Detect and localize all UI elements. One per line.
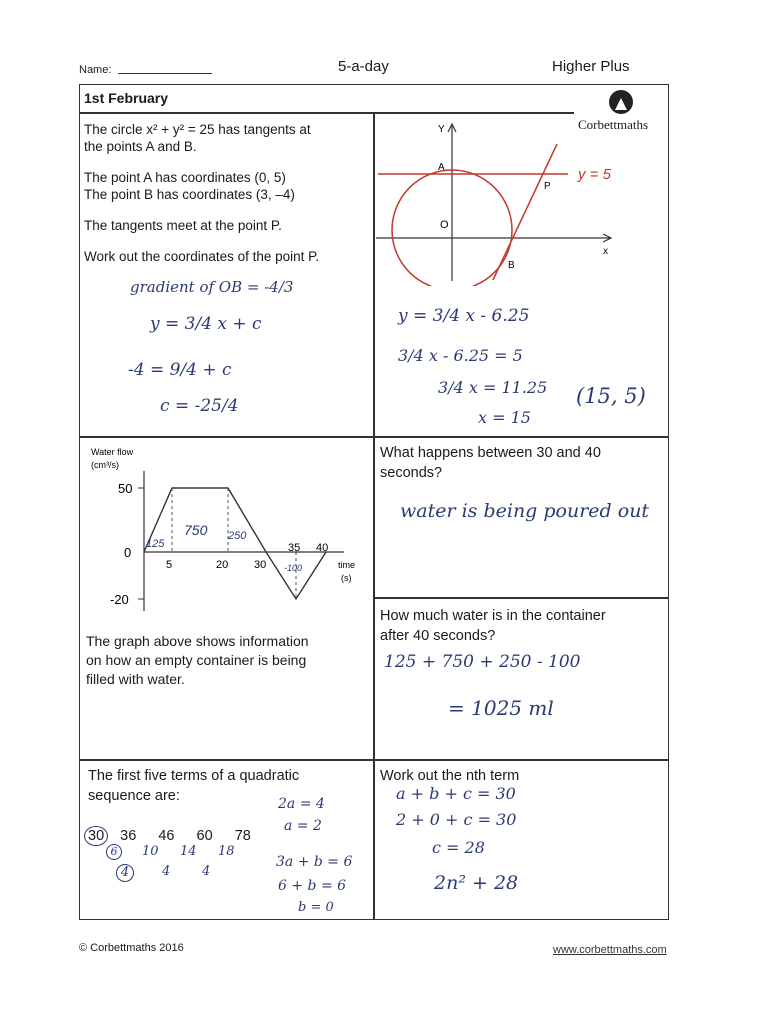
q4-text: How much water is in the container after 40 seconds?: [380, 608, 606, 644]
x-label-unit: (s): [341, 573, 352, 583]
x-tick-30: 30: [254, 559, 267, 571]
worksheet-title: 5-a-day: [338, 58, 389, 75]
graph-ylabel: Water flow: [91, 447, 134, 457]
q1-work-5: y = 3/4 x - 6.25: [398, 306, 530, 326]
q5-work-3: 3a + b = 6: [276, 854, 353, 870]
corbettmaths-logo-icon: [604, 88, 638, 116]
q5-work-5: b = 0: [298, 900, 334, 915]
x-tick-35: 35: [288, 542, 301, 554]
q3-answer: water is being poured out: [400, 500, 650, 522]
origin-label: O: [440, 219, 449, 231]
point-p-label: P: [544, 181, 551, 192]
sequence-terms: 30 36 46 60 78: [84, 826, 251, 846]
second-diff-2: 4: [202, 864, 211, 879]
x-tick-20: 20: [216, 559, 229, 571]
point-a-label: A: [438, 162, 445, 173]
q5-text: The first five terms of a quadratic sequence are:: [88, 768, 300, 804]
q5-work-1: 2a = 4: [278, 796, 325, 812]
second-diff-1: 4: [162, 864, 171, 879]
tangent-line-label: y = 5: [578, 166, 611, 183]
q5-work-2: a = 2: [284, 818, 322, 834]
q1-answer: (15, 5): [576, 384, 646, 408]
area-label-3: 250: [228, 530, 247, 542]
q6-work-2: 2 + 0 + c = 30: [396, 810, 517, 829]
area-label-1: 125: [146, 538, 165, 550]
x-label: time: [338, 560, 356, 570]
y-axis-label: Y: [438, 124, 445, 135]
q1-work-7: 3/4 x = 11.25: [438, 378, 548, 397]
q6-work-3: c = 28: [432, 838, 485, 857]
q5-work-4: 6 + b = 6: [278, 878, 347, 894]
q6-work-1: a + b + c = 30: [396, 784, 516, 803]
q4-answer: = 1025 ml: [448, 696, 554, 720]
q1-text: The circle x² + y² = 25 has tangents at the points A and B. The point A has coordinates (0, 5) The point B has coordinates (3, –4) The tangents meet at the point P. Work out the coordinates of the point P.: [84, 122, 320, 264]
point-b-label: B: [508, 260, 515, 271]
q6-answer: 2n² + 28: [434, 872, 519, 894]
y-tick-0: 0: [124, 545, 132, 560]
first-diff-2: 14: [180, 844, 197, 859]
date-label: 1st February: [84, 90, 169, 106]
footer-link[interactable]: www.corbettmaths.com: [553, 944, 667, 956]
y-tick-neg20: -20: [110, 592, 129, 607]
x-tick-40: 40: [316, 542, 329, 554]
first-diff-label: 6: [106, 844, 122, 860]
q6-text: Work out the nth term: [380, 768, 520, 784]
q1-work-6: 3/4 x - 6.25 = 5: [398, 346, 523, 365]
area-label-2: 750: [184, 522, 208, 538]
q2-text: The graph above shows information on how an empty container is being filled with water.: [86, 633, 309, 687]
q1-work-3: -4 = 9/4 + c: [128, 360, 232, 380]
first-diff-1: 10: [142, 844, 159, 859]
q1-work-2: y = 3/4 x + c: [150, 314, 262, 334]
q3-text: What happens between 30 and 40 seconds?: [380, 445, 601, 481]
graph-ylabel-unit: (cm³/s): [91, 460, 119, 470]
q1-work-8: x = 15: [478, 408, 531, 427]
q4-work: 125 + 750 + 250 - 100: [384, 652, 581, 672]
water-flow-graph: [86, 441, 371, 616]
name-label: Name:: [79, 64, 112, 76]
name-field-line[interactable]: [118, 73, 212, 74]
y-tick-50: 50: [118, 481, 133, 496]
q1-work-1: gradient of OB = -4/3: [130, 278, 294, 296]
area-label-4: -100: [284, 563, 303, 573]
footer-copyright: © Corbettmaths 2016: [79, 942, 184, 954]
x-tick-5: 5: [166, 559, 173, 571]
q1-work-4: c = -25/4: [160, 396, 239, 416]
first-diff-3: 18: [218, 844, 235, 859]
worksheet-level: Higher Plus: [552, 58, 630, 75]
logo-text: Corbettmaths: [578, 117, 649, 132]
x-axis-label: x: [603, 246, 608, 257]
second-diff-label: 4: [116, 864, 134, 882]
circle-tangent-diagram: [376, 116, 670, 286]
